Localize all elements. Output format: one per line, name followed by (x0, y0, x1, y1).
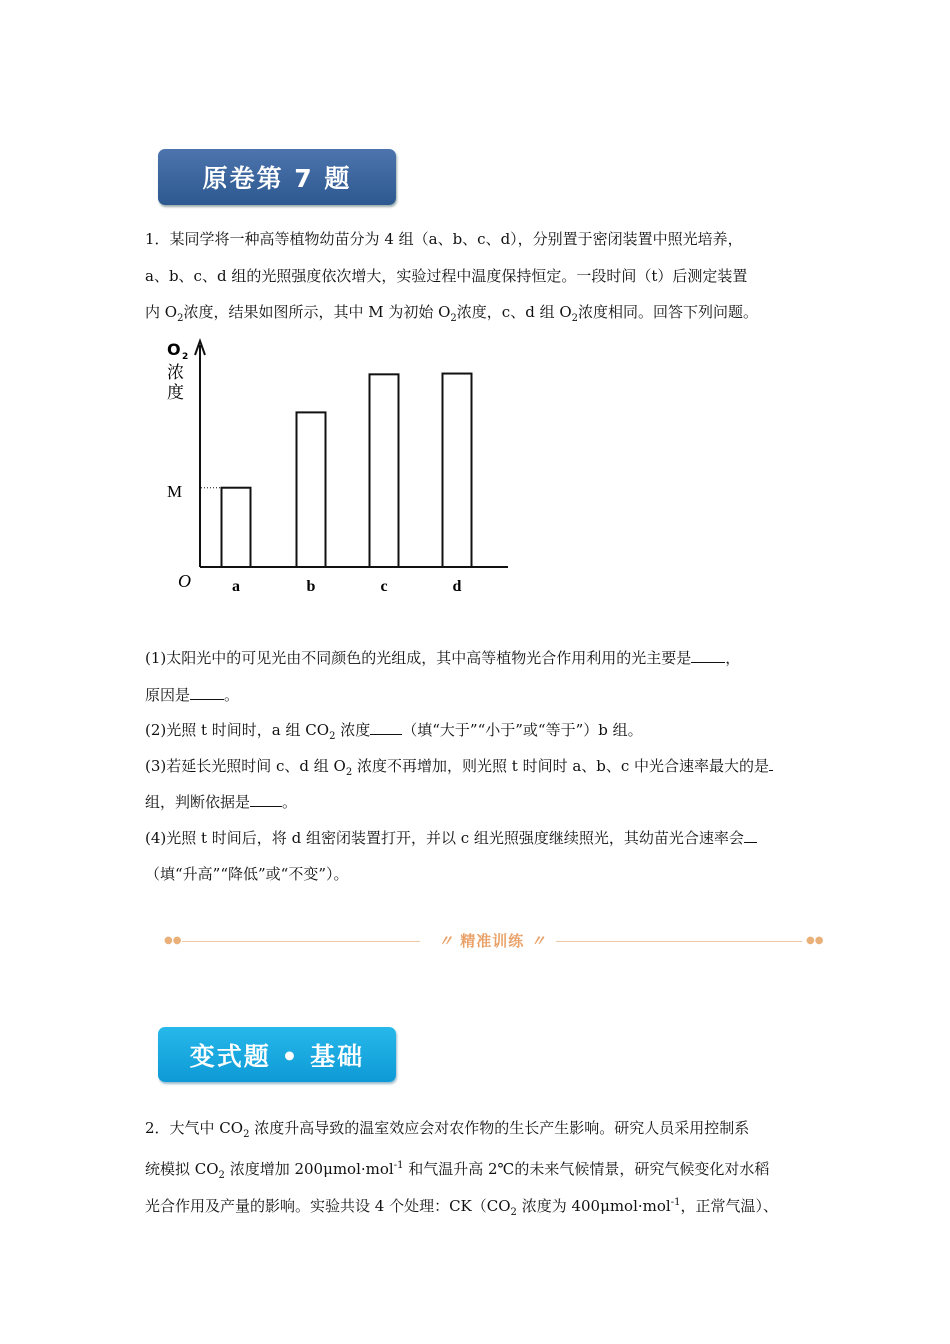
q1-sub1-line-1: (1)太阳光中的可见光由不同颜色的光组成，其中高等植物光合作用利用的光主要是 ， (145, 649, 741, 667)
answer-blank-4[interactable] (769, 756, 773, 771)
variant-question-banner: 变式题 • 基础 (158, 1027, 396, 1082)
answer-blank-3[interactable] (370, 720, 402, 735)
y-axis-label-o: O (167, 340, 181, 359)
q1-line-2: a、b、c、d 组的光照强度依次增大，实验过程中温度保持恒定。一段时间（t）后测定装置 (145, 267, 748, 285)
q1-line-1: 1．某同学将一种高等植物幼苗分为 4 组（a、b、c、d），分别置于密闭装置中照光培养， (145, 230, 743, 248)
origin-label: O (178, 571, 191, 591)
divider-title: 〃 精准训练 〃 (438, 932, 547, 950)
x-tick-a: a (232, 578, 240, 595)
original-question-banner: 原卷第 7 题 (158, 149, 396, 205)
answer-blank-5[interactable] (250, 792, 282, 807)
q2-line-1: 2．大气中 $CO_2$ 浓度升高导致的温室效应会对农作物的生长产生影响。研究人员采用控制系 (145, 1119, 750, 1140)
q1-sub1-line-2: 原因是 。 (145, 686, 240, 704)
answer-blank-1[interactable] (691, 648, 725, 663)
bar-b (297, 412, 326, 567)
q1-sub4-line-1: (4)光照 t 时间后，将 d 组密闭装置打开，并以 c 组光照强度继续照光，其幼苗光合速率会 (145, 828, 757, 848)
o2-bar-chart (160, 335, 520, 605)
y-axis-label-du: 度 (167, 383, 184, 403)
q1-sub2: (2)光照 t 时间时，a 组 $CO_2$ 浓度 （填“大于”“小于”或“等于”）b 组。 (145, 721, 643, 742)
m-label: M (167, 482, 183, 501)
q2-line-3: 光合作用及产量的影响。实验共设 4 个处理：$CK(CO_2$ 浓度为 400μmol·mol$^{-1}$，正常气温）、 (145, 1197, 778, 1218)
q1-line-3: 内 $O_2$浓度，结果如图所示，其中 M 为初始 $O_2$浓度，c、d 组 $O_2$浓度相同。回答下列问题。 (145, 303, 759, 324)
q1-sub3-line-1: (3)若延长光照时间 c、d 组 $O_2$ 浓度不再增加，则光照 t 时间时 a、b、c 中光合速率最大的是 (145, 756, 773, 783)
q1-sub3-line-2: 组，判断依据是 。 (145, 793, 298, 811)
bar-a (222, 488, 251, 567)
x-tick-d: d (452, 578, 462, 595)
bar-d (443, 374, 472, 567)
x-tick-c: c (380, 578, 388, 595)
answer-blank-2[interactable] (190, 685, 224, 700)
bar-c (370, 374, 399, 567)
y-axis-label-sub: 2 (182, 352, 189, 362)
x-tick-b: b (306, 578, 316, 595)
y-axis-label-nong: 浓 (167, 363, 184, 383)
q1-sub4-line-2: （填“升高”“降低”或“不变”）。 (145, 865, 349, 883)
answer-blank-6[interactable] (744, 828, 757, 843)
q2-line-2: 统模拟 $CO_2$ 浓度增加 200μmol·mol$^{-1}$ 和气温升高 2℃的未来气候情景，研究气候变化对水稻 (145, 1160, 770, 1181)
section-divider: ●● 〃 精准训练 〃 ●● (164, 932, 824, 950)
